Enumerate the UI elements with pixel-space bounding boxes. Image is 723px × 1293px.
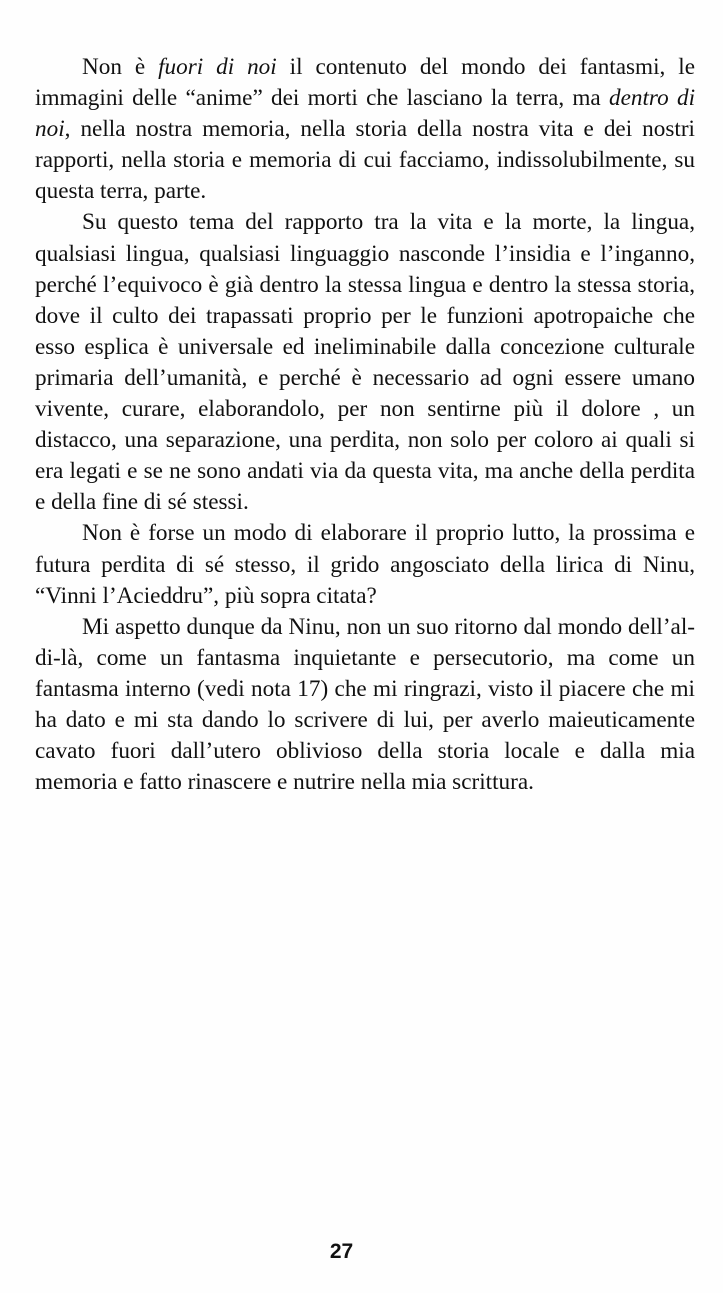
paragraph bbox=[35, 207, 695, 518]
paragraph bbox=[35, 612, 695, 799]
body-text bbox=[35, 52, 695, 798]
text-run: , nella nostra memoria, nella storia della nostra vita e dei nostri rapporti, nella storia e memoria di cui facciamo, indissolubilmente, su questa terra, parte. bbox=[35, 116, 695, 205]
italic-phrase: dentro di noi bbox=[35, 85, 696, 143]
text-run: il contenuto del mondo dei fantasmi, le immagini delle “anime” dei morti che lasciano la terra, ma bbox=[35, 54, 695, 112]
page-number: 27 bbox=[329, 1240, 354, 1263]
paragraph bbox=[35, 52, 695, 207]
text-run: Mi aspetto dunque da Ninu, non un suo ritorno dal mondo dell’al-di-là, come un fantasma inquietante e persecutorio, ma come un fantasma interno (vedi nota 17) che mi ringrazi, visto il piacere che mi ha dato e mi sta dando lo scrivere di lui, per averlo maieuticamente cavato fuori dall’utero oblivioso della storia locale e dalla mia memoria e fatto rinascere e nutrire nella mia scrittura. bbox=[35, 613, 695, 796]
text-run: Non è bbox=[82, 54, 159, 80]
italic-phrase: fuori di noi bbox=[158, 54, 277, 80]
paragraph bbox=[35, 518, 695, 611]
text-run: Su questo tema del rapporto tra la vita e la morte, la lingua, qualsiasi lingua, qualsiasi linguaggio nasconde l’insidia e l’inganno, perché l’equivoco è già dentro la stessa lingua e dentro la stessa storia, dove il culto dei trapassati proprio per le funzioni apotropaiche che esso esplica è universale ed ineliminabile dalla concezione culturale primaria dell’umanità, e perché è necessario ad ogni essere umano vivente, curare, elaborandolo, per non sentirne più il dolore , un distacco, una separazione, una perdita, non solo per coloro ai quali si era legati e se ne sono andati via da questa vita, ma anche della perdita e della fine di sé stessi. bbox=[35, 209, 695, 516]
text-run: Non è forse un modo di elaborare il proprio lutto, la prossima e futura perdita di sé stesso, il grido angosciato della lirica di Ninu, “Vinni l’Acieddru”, più sopra citata? bbox=[35, 520, 695, 609]
